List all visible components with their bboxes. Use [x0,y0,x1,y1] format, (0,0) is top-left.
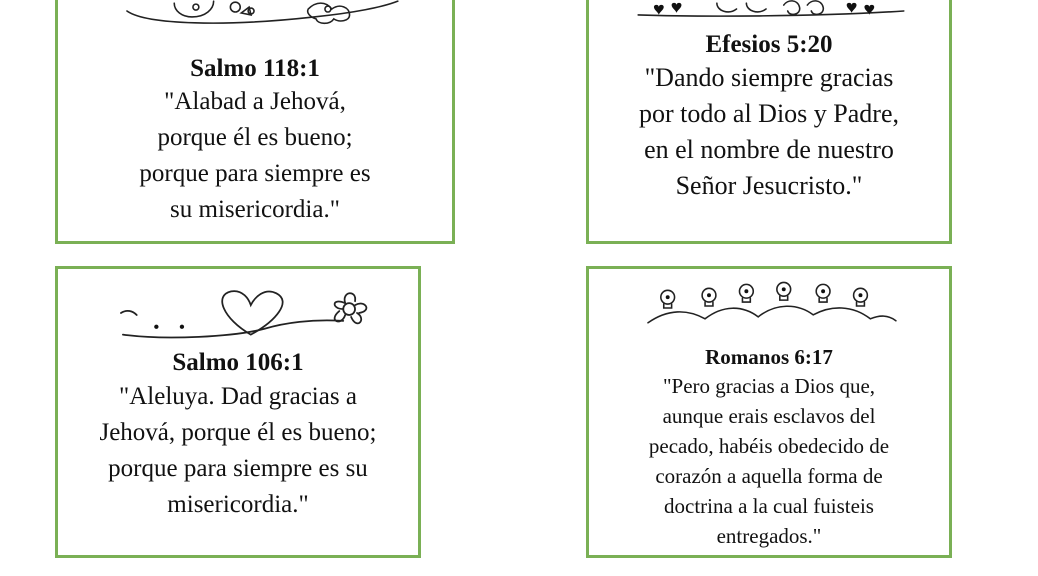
verse-line: porque él es bueno; [157,124,353,151]
verse-text-block [58,54,452,228]
verse-line: porque para siempre es [139,160,371,187]
heart-flower-doodle-icon [58,0,452,27]
verse-reference: Salmo 118:1 [190,55,320,82]
lightbulbs-doodle-icon [589,281,949,333]
verse-line: por todo al Dios y Padre, [639,99,899,128]
verse-line: doctrina a la cual fuisteis [664,494,874,518]
verse-text-block [589,30,949,204]
verse-line: corazón a aquella forma de [655,464,883,488]
verse-line: aunque erais esclavos del [662,404,876,428]
verse-text-block [58,347,418,523]
verse-line: entregados." [716,524,822,548]
verse-text [589,371,949,551]
verse-text [58,84,452,228]
verse-reference: Efesios 5:20 [705,31,833,58]
verse-line: Señor Jesucristo." [675,171,863,200]
verse-line: su misericordia." [170,196,340,223]
verse-line: "Alabad a Jehová, [164,88,346,115]
verse-reference: Salmo 106:1 [172,349,304,376]
dots-heart-flower-doodle-icon [58,279,418,345]
verse-card-efesios-5 [586,0,952,244]
verse-line: "Pero gracias a Dios que, [662,374,876,398]
verse-text [58,379,418,523]
verse-card-salmo-118 [55,0,455,244]
verse-line: pecado, habéis obedecido de [648,434,890,458]
verse-line: misericordia." [167,491,309,518]
verse-line: "Dando siempre gracias [644,63,894,92]
verse-card-romanos-6 [586,266,952,558]
verse-card-salmo-106 [55,266,421,558]
hearts-swirl-doodle-icon [589,0,949,23]
verse-line: "Aleluya. Dad gracias a [119,383,357,410]
verse-text-block [589,343,949,551]
verse-text [589,60,949,204]
verse-line: Jehová, porque él es bueno; [99,419,377,446]
verse-line: en el nombre de nuestro [644,135,894,164]
verse-line: porque para siempre es su [108,455,368,482]
verse-reference: Romanos 6:17 [705,345,833,369]
